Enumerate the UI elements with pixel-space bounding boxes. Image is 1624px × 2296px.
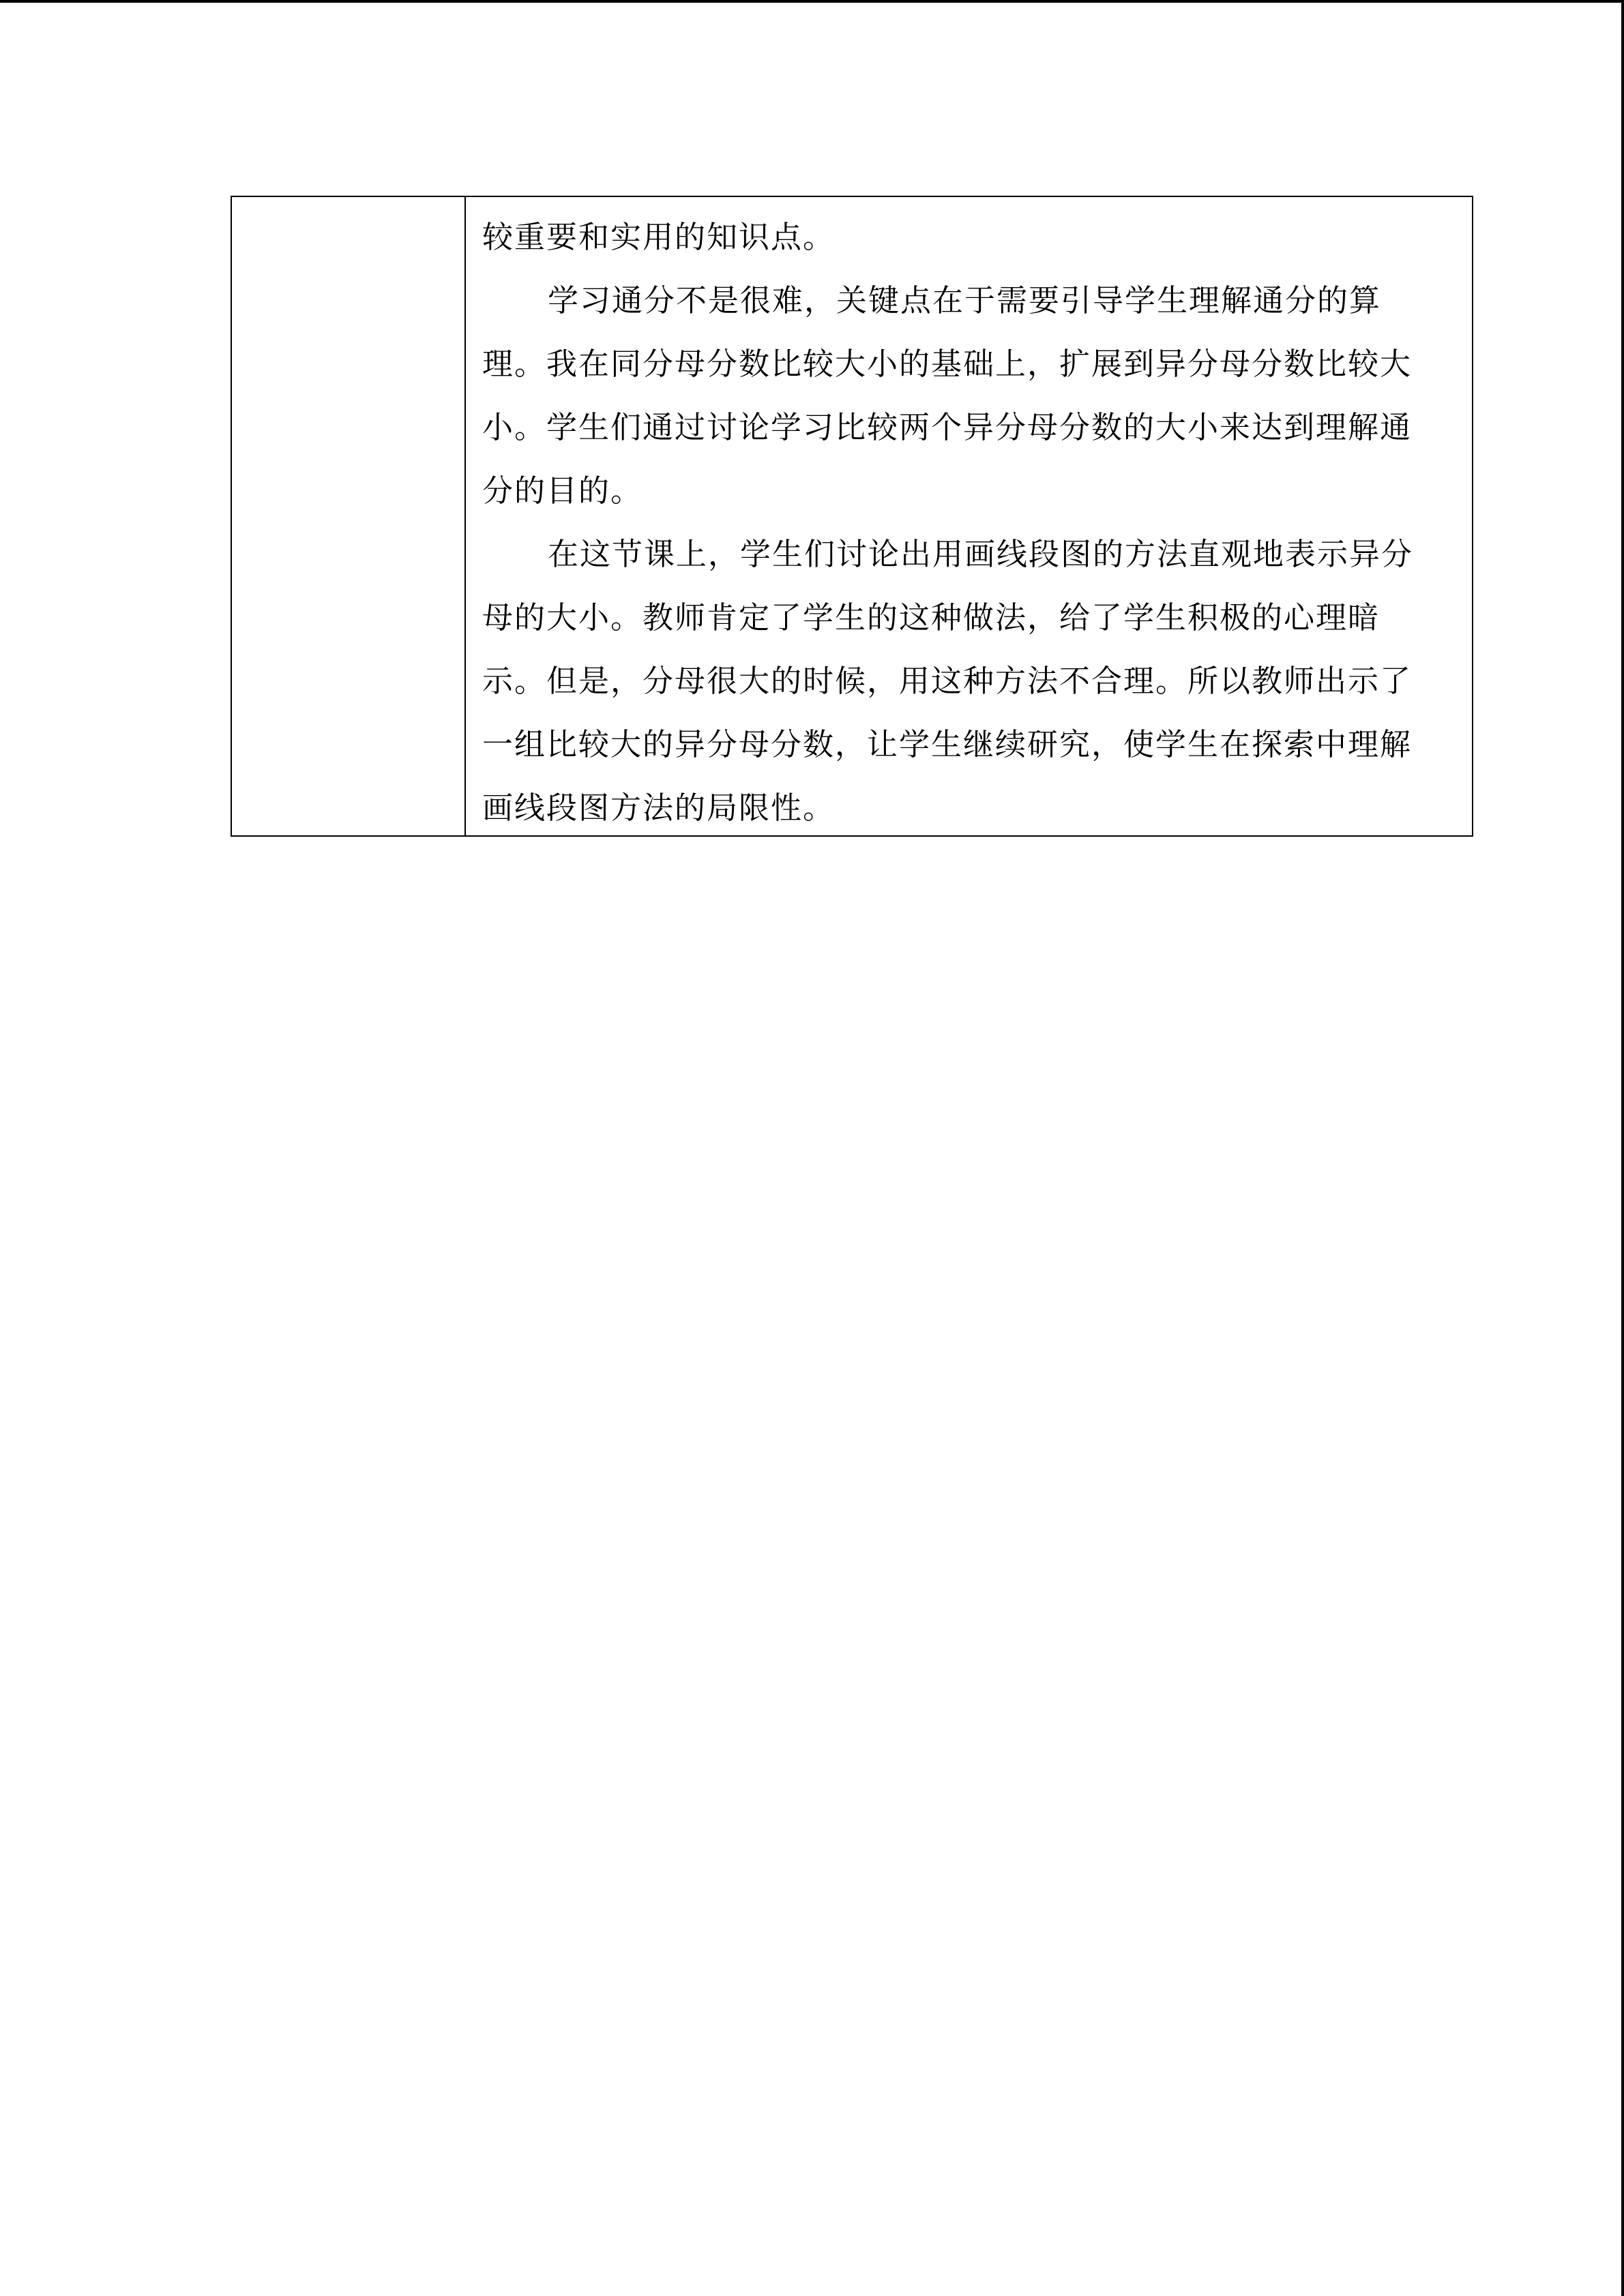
reflection-table <box>231 196 1473 837</box>
paragraph-3: 在这节课上，学生们讨论出用画线段图的方法直观地表示异分母的大小。教师肯定了学生的这种做法，给了学生积极的心理暗示。但是，分母很大的时候，用这种方法不合理。所以教师出示了一组比较大的异分母分数，让学生继续研究，使学生在探索中理解画线段图方法的局限性。 <box>482 536 1414 826</box>
table-label-cell <box>232 197 466 835</box>
table-content-cell <box>466 197 1472 835</box>
paragraph-1: 较重要和实用的知识点。 <box>482 219 836 255</box>
paragraph-2: 学习通分不是很难，关键点在于需要引导学生理解通分的算理。我在同分母分数比较大小的基础上，扩展到异分母分数比较大小。学生们通过讨论学习比较两个异分母分数的大小来达到理解通分的目的。 <box>482 282 1413 509</box>
page-border-top <box>0 0 1624 3</box>
page-border-right <box>1621 0 1624 2296</box>
